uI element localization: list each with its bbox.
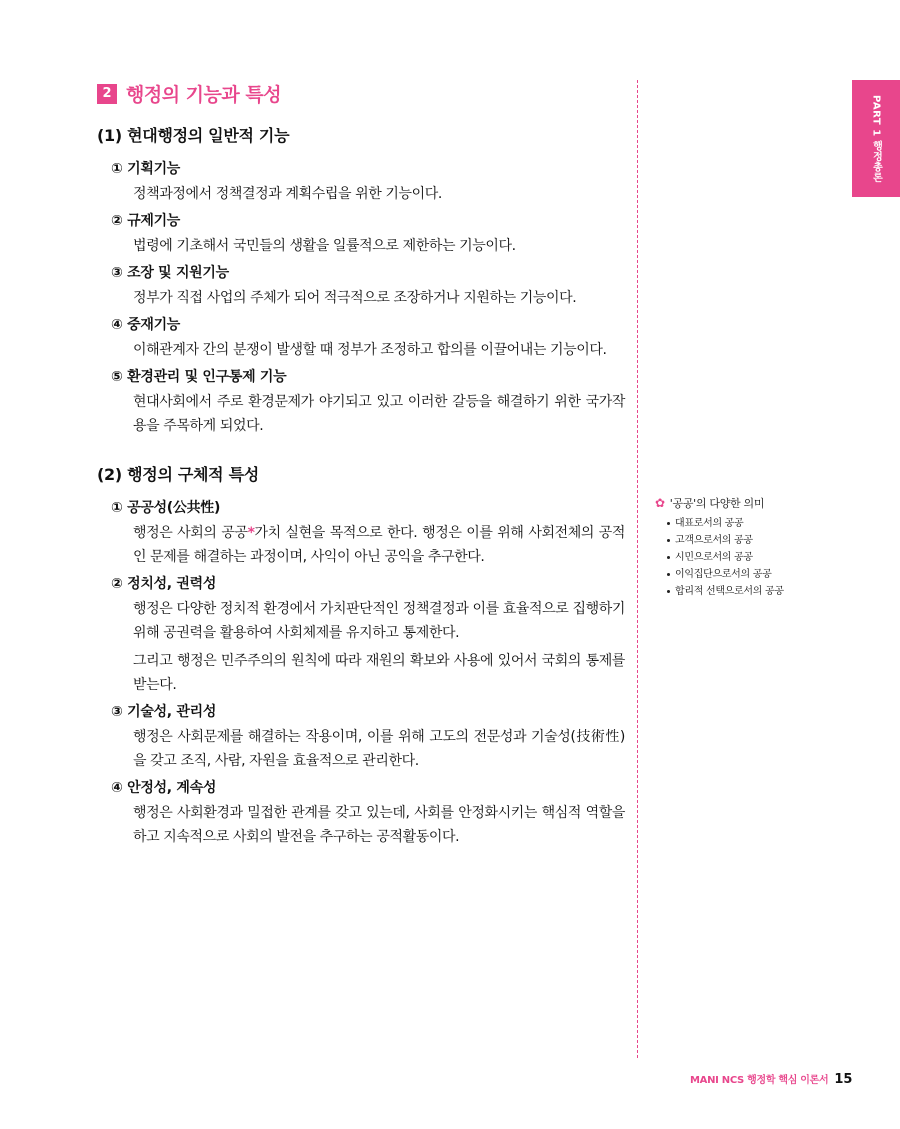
item-body-text: 가치 실현을 목적으로 한다. 행정은 이를 위해 사회전체의 공적인 문제를 해결하는 과정이며, 사익이 아닌 공익을 추구한다. <box>133 525 625 565</box>
item-title: ② 규제기능 <box>111 213 181 229</box>
note-item: 이익집단으로서의 공공 <box>667 566 800 583</box>
section-heading: 행정의 기능과 특성 <box>126 84 282 106</box>
main-content <box>97 123 625 853</box>
margin-note <box>655 495 800 600</box>
item-body: 행정은 사회문제를 해결하는 작용이며, 이를 위해 고도의 전문성과 기술성(技術性)을 갖고 조직, 사람, 자원을 효율적으로 관리한다. <box>133 729 625 769</box>
note-item: 대표로서의 공공 <box>667 515 800 532</box>
item-body: 행정은 다양한 정치적 환경에서 가치판단적인 정책결정과 이를 효율적으로 집행하기 위해 공권력을 활용하여 사회체제를 유지하고 통제한다. <box>133 601 625 641</box>
item-body: 이해관계자 간의 분쟁이 발생할 때 정부가 조정하고 합의를 이끌어내는 기능이다. <box>133 342 607 358</box>
item-title: ⑤ 환경관리 및 인구통제 기능 <box>111 369 287 385</box>
item-body: 그리고 행정은 민주주의의 원칙에 따라 재원의 확보와 사용에 있어서 국회의 통제를 받는다. <box>133 653 625 693</box>
item-title: ④ 중재기능 <box>111 317 181 333</box>
item-title: ② 정치성, 권력성 <box>111 576 217 592</box>
note-item: 고객으로서의 공공 <box>667 532 800 549</box>
flower-icon: ✿ <box>655 496 665 510</box>
item-title: ① 공공성(公共性) <box>111 500 221 516</box>
item-body: 행정은 사회환경과 밀접한 관계를 갖고 있는데, 사회를 안정화시키는 핵심적 역할을 하고 지속적으로 사회의 발전을 추구하는 공적활동이다. <box>133 805 625 845</box>
item-body <box>133 521 625 569</box>
item-title: ③ 기술성, 관리성 <box>111 704 217 720</box>
book-title: MANI NCS 행정학 핵심 이론서 <box>690 1075 829 1086</box>
note-item: 시민으로서의 공공 <box>667 549 800 566</box>
subsection-heading: (2) 행정의 구체적 특성 <box>97 465 259 484</box>
section-number-badge: 2 <box>97 84 117 104</box>
item-title: ③ 조장 및 지원기능 <box>111 265 229 281</box>
page-footer <box>690 1071 852 1087</box>
subsection-heading: (1) 현대행정의 일반적 기능 <box>97 126 290 145</box>
section-title <box>97 80 281 107</box>
side-tab-label: PART 1 행정총론 <box>870 94 882 183</box>
note-list <box>655 515 800 600</box>
footnote-marker: * <box>247 525 255 541</box>
page-number: 15 <box>834 1072 853 1087</box>
item-title: ① 기획기능 <box>111 161 181 177</box>
item-body: 현대사회에서 주로 환경문제가 야기되고 있고 이러한 갈등을 해결하기 위한 국가작용을 주목하게 되었다. <box>133 394 625 434</box>
item-body: 법령에 기초해서 국민들의 생활을 일률적으로 제한하는 기능이다. <box>133 238 516 254</box>
note-title-text: '공공'의 다양한 의미 <box>669 497 765 510</box>
item-title: ④ 안정성, 계속성 <box>111 780 217 796</box>
part-side-tab <box>852 80 900 197</box>
margin-divider <box>637 80 638 1058</box>
note-item: 합리적 선택으로서의 공공 <box>667 583 800 600</box>
item-body-text: 행정은 사회의 공공 <box>133 525 248 541</box>
item-body: 정책과정에서 정책결정과 계획수립을 위한 기능이다. <box>133 186 442 202</box>
note-title <box>655 495 800 511</box>
item-body: 정부가 직접 사업의 주체가 되어 적극적으로 조장하거나 지원하는 기능이다. <box>133 290 577 306</box>
